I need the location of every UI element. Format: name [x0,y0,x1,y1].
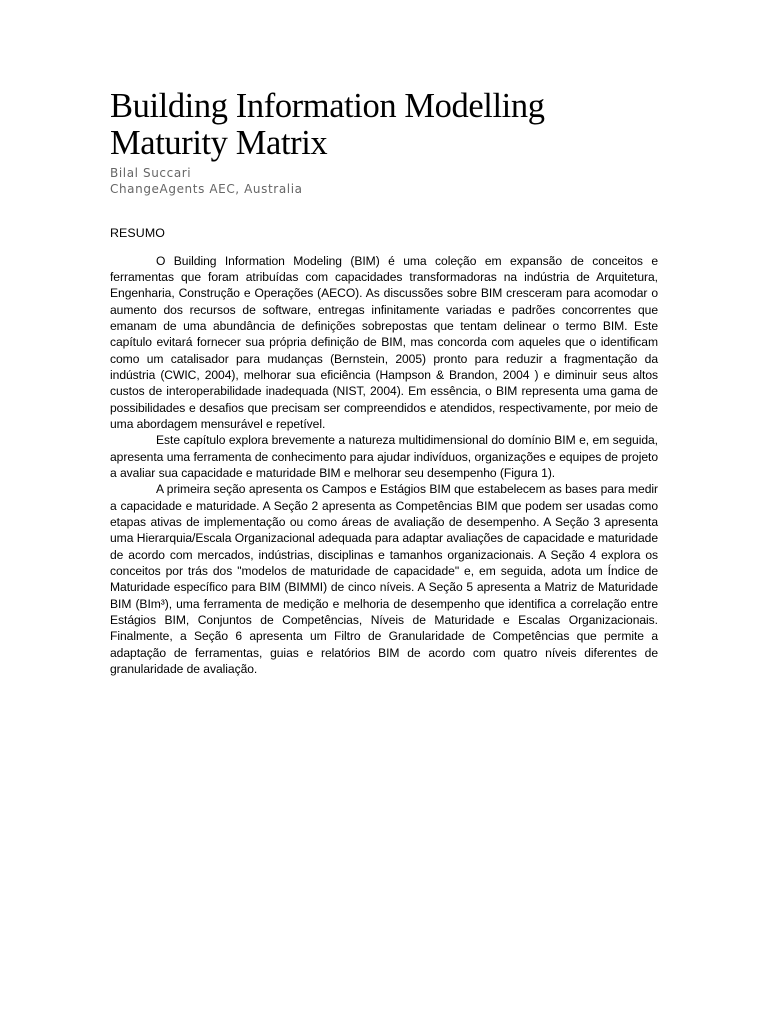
title-line-1: Building Information Modelling [110,87,545,125]
abstract-body [110,253,658,678]
paragraph-3: A primeira seção apresenta os Campos e Estágios BIM que estabelecem as bases para medir a capacidade e maturidade. A Seção 2 apresenta as Competências BIM que podem ser usadas como etapas ativas de implementação ou como áreas de avaliação de desempenho. A Seção 3 apresenta uma Hierarquia/Escala Organizacional adequada para adaptar avaliações de capacidade e maturidade de acordo com mercados, indústrias, disciplinas e tamanhos organizacionais. A Seção 4 explora os conceitos por trás dos "modelos de maturidade de capacidade" e, em seguida, adota um Índice de Maturidade específico para BIM (BIMMI) de cinco níveis. A Seção 5 apresenta a Matriz de Maturidade BIM (BIm³), uma ferramenta de medição e melhoria de desempenho que identifica a correlação entre Estágios BIM, Conjuntos de Competências, Níveis de Maturidade e Escalas Organizacionais. Finalmente, a Seção 6 apresenta um Filtro de Granularidade de Competências que permite a adaptação de ferramentas, guias e relatórios BIM de acordo com quatro níveis diferentes de granularidade de avaliação. [110,482,658,677]
section-heading-resumo: RESUMO [110,226,165,240]
author-name: Bilal Succari [110,166,192,180]
paragraph-1: O Building Information Modeling (BIM) é uma coleção em expansão de conceitos e ferramentas que foram atribuídas com capacidades transformadoras na indústria de Arquitetura, Engenharia, Construção e Operações (AECO). As discussões sobre BIM cresceram para acomodar o aumento dos recursos de software, entregas infinitamente variadas e padrões concorrentes que emanam de uma abundância de definições sobrepostas que tentam delinear o termo BIM. Este capítulo evitará fornecer sua própria definição de BIM, mas concorda com aqueles que o identificam como um catalisador para mudanças (Bernstein, 2005) pronto para reduzir a fragmentação da indústria (CWIC, 2004), melhorar sua eficiência (Hampson & Brandon, 2004 ) e diminuir seus altos custos de interoperabilidade inadequada (NIST, 2004). Em essência, o BIM representa uma gama de possibilidades e desafios que precisam ser compreendidos e atendidos, respectivamente, por meio de uma abordagem mensurável e repetível. [110,253,658,431]
document-title [110,88,658,162]
document-page [110,88,658,677]
paragraph-2: Este capítulo explora brevemente a natureza multidimensional do domínio BIM e, em seguida, apresenta uma ferramenta de conhecimento para ajudar indivíduos, organizações e equipes de projeto a avaliar sua capacidade e maturidade BIM e melhorar seu desempenho (Figura 1). [110,433,658,480]
title-line-2: Maturity Matrix [110,124,328,162]
author-affiliation: ChangeAgents AEC, Australia [110,182,303,196]
